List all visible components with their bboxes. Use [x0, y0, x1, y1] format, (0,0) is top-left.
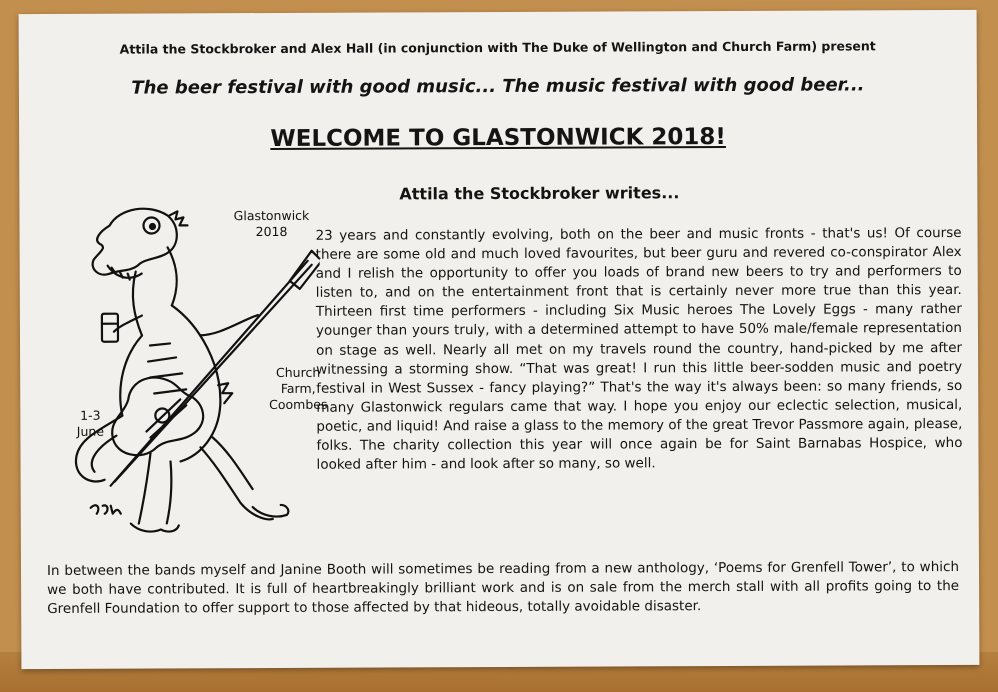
- article-byline: Attila the Stockbroker writes...: [399, 183, 680, 204]
- venue-line-2: Farm,: [280, 380, 316, 396]
- festival-name-line: Glastonwick: [233, 207, 310, 224]
- venue-line-1: Church: [275, 364, 321, 380]
- presenters-line: Attila the Stockbroker and Alex Hall (in conjunction with The Duke of Wellington and Church Farm) present: [119, 38, 876, 57]
- dates-line-1: 1-3: [80, 407, 101, 423]
- article-second-paragraph: In between the bands myself and Janine Booth will sometimes be reading from a new anthology, ‘Poems for Grenfell Tower’, to which we both have contributed. It is full of heartbreakingly brilliant work and is on sale from the merch stall with all profits going to the Grenfell Foundation to offer support to those affected by that hideous, totally avoidable disaster.: [46, 558, 960, 618]
- venue-line-3: Coombes: [269, 396, 328, 413]
- festival-name-label: [231, 208, 311, 240]
- festival-tagline: The beer festival with good music... The music festival with good beer...: [131, 74, 865, 99]
- article-main-paragraph: 23 years and constantly evolving, both on the beer and music fronts - that's us! Of course there are some old and much loved favourites, but beer guru and revered co-conspirator Alex and I relish the opportunity to offer you loads of brand new beers to try and performers to listen to, and on the entertainment front that is certainly never more true than this year. Thirteen first time performers - including Six Music heroes The Lovely Eggs - many rather younger than yours truly, with a determined attempt to have 50% male/female representation on stage as well. Nearly all met on my travels round the country, hand-picked by me after witnessing a storming show. “That was great! I run this little beer-sodden music and poetry festival in West Sussex - fancy playing?” That's the way it's always been: so many friends, so many Glastonwick regulars came that way. I hope you enjoy our eclectic selection, musical, poetic, and liquid! And raise a glass to the memory of the great Trevor Passmore again, please, folks. The charity collection this year will once again be for Saint Barnabas Hospice, who looked after him - and look after so many, so well.: [315, 224, 963, 473]
- welcome-heading: WELCOME TO GLASTONWICK 2018!: [270, 124, 726, 152]
- dinosaur-illustration: [49, 185, 328, 554]
- dates-line-2: June: [76, 423, 105, 439]
- dates-label: [70, 408, 110, 440]
- flyer-page: [19, 10, 980, 669]
- festival-year-line: 2018: [255, 223, 288, 240]
